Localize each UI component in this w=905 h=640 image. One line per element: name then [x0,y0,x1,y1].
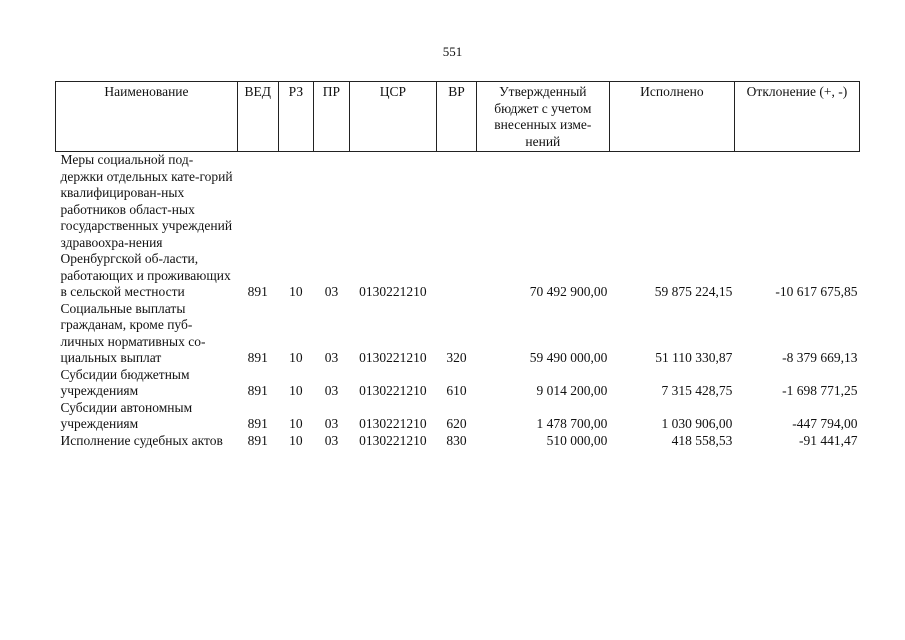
row-deviation: -8 379 669,13 [782,350,858,365]
row-pr: 03 [324,284,339,299]
row-ved: 891 [247,284,268,299]
row-ved: 891 [247,350,268,365]
page-number: 551 [442,44,463,59]
header-deviation: Отклонение (+, -) [734,82,859,152]
row-pr: 03 [324,383,339,398]
header-csr: ЦСР [349,82,436,152]
row-budget: 9 014 200,00 [536,383,608,398]
row-csr: 0130221210 [359,350,427,365]
row-budget: 59 490 000,00 [529,350,608,365]
table-row [56,433,860,450]
table-row [56,400,860,433]
row-vr: 620 [446,416,467,431]
row-ved: 891 [247,432,268,448]
row-rz: 10 [289,383,303,398]
row-name: Субсидии автономным учреждениям [60,399,193,431]
row-name: Социальные выплаты гражданам, кроме пуб-личных нормативных со-циальных выплат [60,300,206,365]
header-budget: Утвержденный бюджет с учетом внесенных изме-нений [476,82,609,152]
row-name: Меры социальной под-держки отдельных кате-горий квалифицирован-ных работников област-ных государственных учреждений здравоохра-нения Оренбургской об-ласти, работающих и проживающих в сельской местности [60,152,233,299]
row-executed: 418 558,53 [671,432,733,448]
row-pr: 03 [324,350,339,365]
table-body [56,152,860,450]
row-pr: 03 [324,432,339,448]
row-vr: 610 [446,383,467,398]
table-row [56,367,860,400]
row-executed: 1 030 906,00 [661,416,733,431]
header-pr: ПР [314,82,350,152]
row-name: Субсидии бюджетным учреждениям [60,366,190,398]
header-name: Наименование [56,82,238,152]
row-csr: 0130221210 [359,432,427,448]
row-vr [437,152,477,301]
row-vr: 830 [446,432,467,448]
row-ved: 891 [247,383,268,398]
table-row [56,301,860,367]
header-executed: Исполнено [609,82,734,152]
header-vr: ВР [437,82,477,152]
row-csr: 0130221210 [359,416,427,431]
row-deviation: -10 617 675,85 [775,284,858,299]
row-executed: 59 875 224,15 [654,284,733,299]
row-csr: 0130221210 [359,383,427,398]
row-csr: 0130221210 [359,284,427,299]
row-deviation: -1 698 771,25 [782,383,858,398]
row-budget: 1 478 700,00 [536,416,608,431]
row-rz: 10 [289,432,303,448]
row-name: Исполнение судебных актов [60,432,223,448]
row-vr: 320 [446,350,467,365]
row-deviation: -91 441,47 [799,432,858,448]
table-row [56,152,860,301]
header-ved: ВЕД [237,82,278,152]
table-header-row [56,82,860,152]
row-pr: 03 [324,416,339,431]
header-rz: РЗ [278,82,314,152]
row-budget: 510 000,00 [546,432,608,448]
row-budget: 70 492 900,00 [529,284,608,299]
row-ved: 891 [247,416,268,431]
budget-table [55,81,860,449]
row-rz: 10 [289,350,303,365]
row-deviation: -447 794,00 [792,416,858,431]
row-executed: 51 110 330,87 [655,350,733,365]
row-rz: 10 [289,416,303,431]
row-executed: 7 315 428,75 [661,383,733,398]
row-rz: 10 [289,284,303,299]
